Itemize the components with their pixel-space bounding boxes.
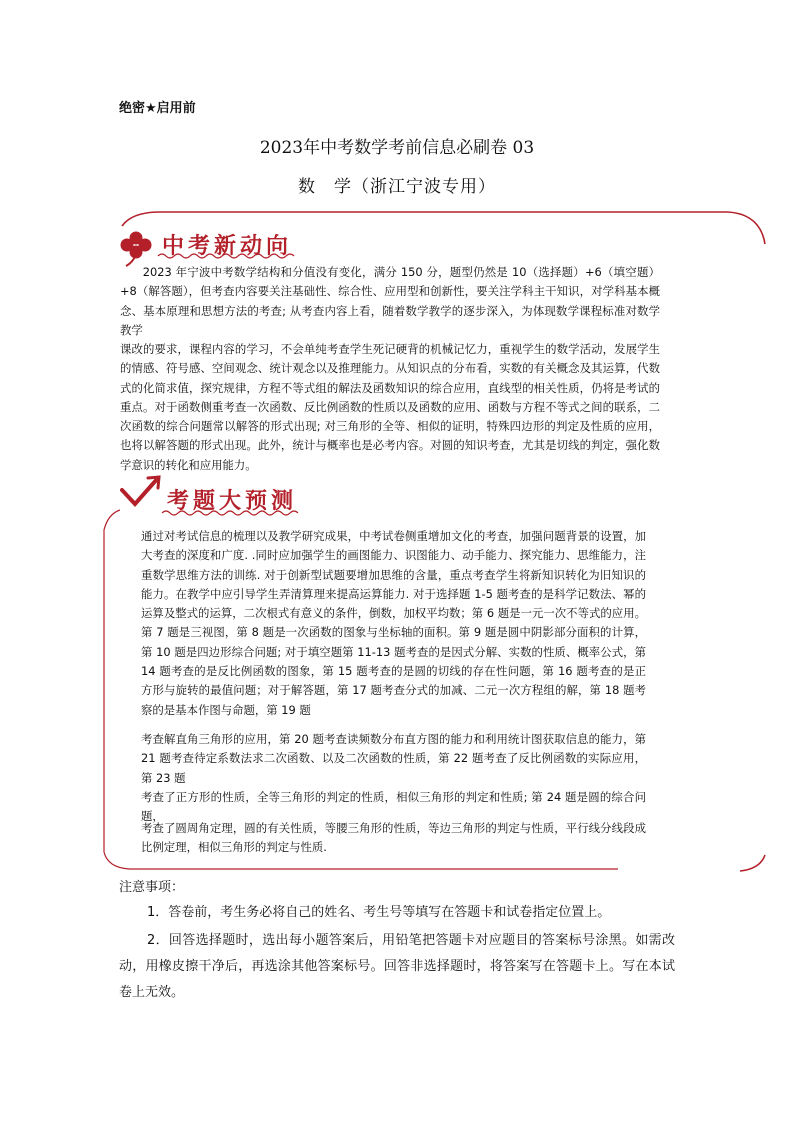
checkmark-arrow-icon [122, 477, 159, 504]
note-item: 1．答卷前，考生务必将自己的姓名、考生号等填写在答题卡和试卷指定位置上。 [147, 905, 611, 920]
predictions-paragraph: 考查了正方形的性质，全等三角形的判定的性质，相似三角形的判定和性质; 第 24 题是圆的综合问题， [141, 790, 646, 824]
predictions-paragraph: 通过对考试信息的梳理以及教学研究成果，中考试卷侧重增加文化的考查，加强问题背景的设置，加大考查的深度和广度. .同时应加强学生的画图能力、识图能力、动手能力、探究能力、思维能力，注重数学思维方法的训练. 对于创新型试题要增加思维的含量，重点考查学生将新知识转化为旧知识的能力。在教学中应引导学生弄清算理来提高运算能力. 对于选择题 1-5 题考查的是科学记数法、幂的运算及整式的运算，二次根式有意义的条件，倒数，加权平均数；第 6 题是一元一次不等式的应用。第 7 题是三视图，第 8 题是一次函数的图象与坐标轴的面积。第 9 题是圆中阴影部分面积的计算，第 10 题是四边形综合问题; 对于填空题第 11-13 题考查的是因式分解、实数的性质、概率公式，第 14 题考查的是反比例函数的图象，第 15 题考查的是圆的切线的存在性问题，第 16 题考查的是正方形与旋转的最值问题；对于解答题，第 17 题考查分式的加减、二元一次方程组的解，第 18 题考察的是基本作图与命题，第 19 题 [141, 529, 646, 717]
confidential-label: 绝密★启用前 [119, 101, 196, 116]
note-item: 2．回答选择题时，选出每小题答案后，用铅笔把答题卡对应题目的答案标号涂黑。如需改动，用橡皮擦干净后，再选涂其他答案标号。回答非选择题时，将答案写在答题卡上。写在本试卷上无效。 [119, 933, 675, 1000]
trends-paragraph: 课改的要求，课程内容的学习，不会单纯考查学生死记硬背的机械记忆力，重视学生的数学活动，发展学生的情感、符号感、空间观念、统计观念以及推理能力。从知识点的分布看，实数的有关概念及其运算，代数式的化简求值，探究规律，方程不等式组的解法及函数知识的综合应用，直线型的相关性质，仍将是考试的重点。对于函数侧重考查一次函数、反比例函数的性质以及函数的应用、函数与方程不等式之间的联系，二次函数的综合问题常以解答的形式出现; 对三角形的全等、相似的证明，特殊四边形的判定及性质的应用，也将以解答题的形式出现。此外，统计与概率也是必考内容。对圆的知识考查，尤其是切线的判定，强化数学意识的转化和应用能力。 [120, 342, 660, 472]
trends-paragraph: 2023 年宁波中考数学结构和分值没有变化，满分 150 分，题型仍然是 10（选择题）+6（填空题）+8（解答题），但考查内容要关注基础性、综合性、应用型和创新性，要关注学科主干知识，对学科基本概念、基本原理和思想方法的考查; 从考查内容上看，随着数学教学的逐步深入，为体现数学课程标准对数学教学 [120, 265, 660, 337]
clover-icon [121, 232, 152, 267]
notes-title: 注意事项： [119, 880, 185, 895]
exam-subtitle: 数 学（浙江宁波专用） [298, 177, 496, 197]
right-frame-arc [740, 855, 765, 871]
predictions-paragraph: 考查解直角三角形的应用，第 20 题考查读频数分布直方图的能力和利用统计图获取信息的能力，第 21 题考查待定系数法求二次函数、以及二次函数的性质，第 22 题考查了反比例函数的实际应用，第 23 题 [141, 732, 646, 785]
section-heading-predictions: 考题大预测 [167, 489, 298, 514]
predictions-paragraph: 考查了圆周角定理，圆的有关性质，等腰三角形的性质，等边三角形的判定与性质，平行线分线段成比例定理，相似三角形的判定与性质. [141, 821, 646, 855]
section-heading-trends: 中考新动向 [162, 234, 293, 259]
exam-title: 2023年中考数学考前信息必刷卷 03 [259, 138, 535, 158]
